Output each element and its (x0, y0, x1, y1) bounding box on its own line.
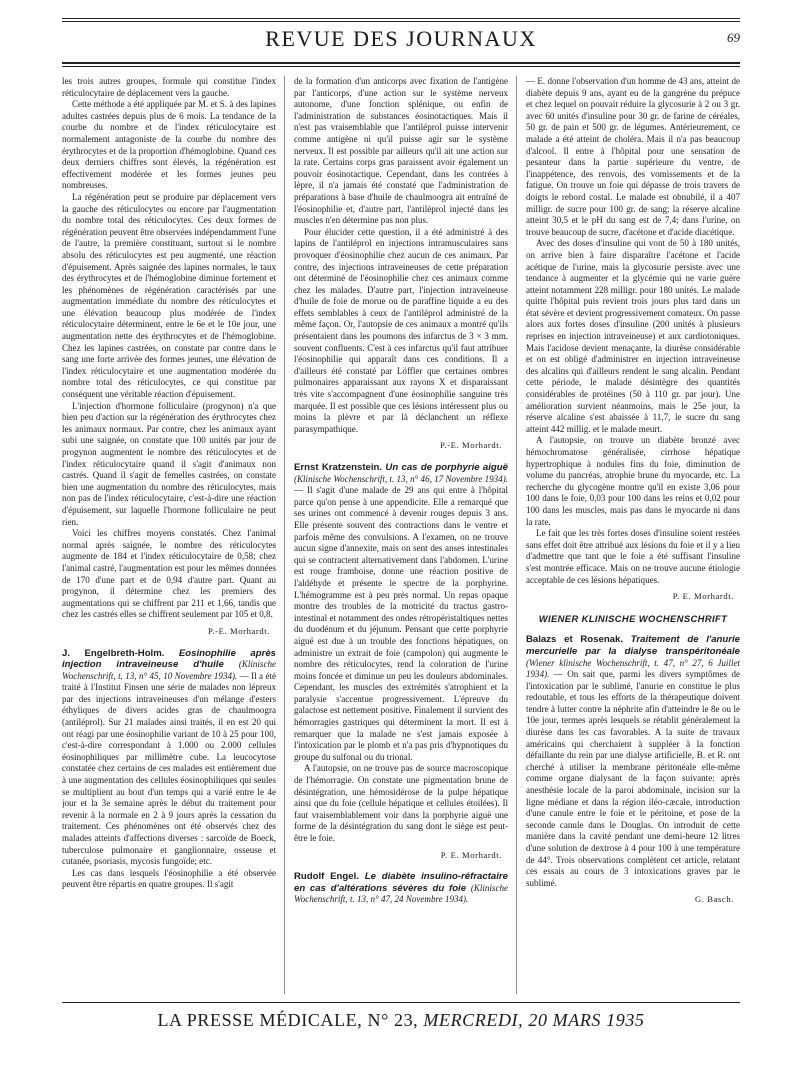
paragraph: A l'autopsie, on trouve un diabète bronzé avec hémochromatose généralisée, cirrhose hépatique hypertrophique à nodules fins du foie, diminution de volume du pancréas, atrophie brune du myocarde, etc. La recherche du glycogène montre qu'il en existe 3,06 pour 100 dans le foie, 0,03 pour 100 dans les reins et 0,02 pour 100 dans les muscles, mais pas dans le myocarde ni dans la rate. (526, 435, 740, 527)
article-title: Le diabète insulino-réfractaire en cas d'altérations sévères du foie (294, 871, 508, 894)
article-author: Ernst Kratzenstein. (294, 462, 386, 473)
signature: G. Basch. (694, 894, 734, 905)
paragraph: — Il a été traité à l'Institut Finsen une série de malades non lépreux par des injections intraveineuses d'un mélange d'esters éthyliques de divers acides gras de chaulmoogra (antiléprol). Sur 21 malades ainsi traités, il en est 20 qui ont réagi par une éosinophilie variant de 10 à 25 pour 100, c'est-à-dire correspondant à 1.000 ou 2.000 cellules éosinophiliques par millimètre cube. La leucocytose constatée chez certains de ces malades est entièrement due à une augmentation des cellules éosinophiliques qui seules se multiplient au bout d'un temps qui a varié entre le 4e jour et la 3e semaine après le début du traitement pour revenir à la normale en 2 à 9 jours après la cessation du traitement. Ces phénomènes ont été observés chez des malades atteints d'affections diverses : sarcoïde de Boeck, tuberculose pulmonaire et ganglionnaire, osseuse et cutanée, psoriasis, mycosis fungoïde; etc. (62, 670, 276, 867)
article-title: Un cas de porphyrie aiguë (385, 462, 508, 473)
article-heading (526, 634, 740, 889)
paragraph: de la formation d'un anticorps avec fixation de l'antigène par l'anticorps, d'une action sur le système nerveux autonome, d'une fonction splénique, ou enfin de l'administration de substances éosinotactiques. Mais il n'est pas vraisemblable que l'antiléprol puisse intervenir comme antigène ni qu'il puisse agir sur le système nerveux. Il est possible par ailleurs qu'il ait une action sur la rate. Certains corps gras paraissent avoir également un pouvoir éosinotactique. Cependant, dans les contrées à lèpre, il n'a jamais été constaté que l'administration de préparations à base d'huile de chaulmoogra ait entraîné de l'éosinophilie et, d'autre part, l'antiléprol injecté dans les muscles n'en détermine pas non plus. (294, 76, 508, 226)
article-author: Rudolf Engel. (294, 871, 365, 883)
paragraph: A l'autopsie, on ne trouve pas de source macroscopique de l'hémorragie. On constate une pigmentation brune de désintégration, une hémosidérose de la pulpe hépatique ainsi que du foie (cellule hépatique et cellules étoilées). Il faut vraisemblablement voir dans la porphyrie aiguë une forme de la désintégration du sang dont le siège est peut-être le foie. (294, 763, 508, 843)
footer-publication: LA PRESSE MÉDICALE, N° 23, (157, 1010, 424, 1030)
column-3 (526, 76, 740, 994)
article-heading (294, 462, 508, 763)
column-separator-1 (284, 76, 285, 994)
top-rule (62, 18, 740, 19)
article-reference: (Klinische Wochenschrift, t. 13, n° 46, 17 Novembre 1934). (294, 473, 508, 484)
article-title: Traitement de l'anurie mercurielle par la dialyse transpéritonéale (526, 634, 740, 657)
column-1 (62, 76, 276, 994)
article-reference: (Wiener klinische Wochenschrift, t. 47, n° 27, 6 Juillet 1934). (526, 657, 740, 680)
paragraph: Cette méthode a été appliquée par M. et S. à des lapines adultes castrées depuis plus de 6 mois. La tendance de la courbe du nombre et de l'index réticulocytaire est normalement antagoniste de la courbe du nombre des érythrocytes et de la proportion d'hémoglobine. Quand ces deux derniers chiffres sont élevés, la régénération est effectivement modérée et les formes jeunes peu nombreuses. (62, 99, 276, 191)
article-author: J. Engelbreth-Holm. (62, 647, 179, 659)
running-header (62, 22, 740, 60)
signature: P. E. Morhardt. (672, 591, 734, 602)
paragraph: Avec des doses d'insuline qui vont de 50 à 180 unités, on arrive bien à faire disparaître l'acétone et l'acide acétique de l'urine, mais la glycosurie persiste avec une tendance à augmenter et la glycémie qui ne varie guère atteint notamment 228 milligr. pour 180 unités. Le malade quitte l'hôpital puis revient trois jours plus tard dans un état sévère et devient progressivement comateux. On passe alors aux fortes doses d'insuline (200 unités à plusieurs reprises en injection intraveineuse) et aux cardiotoniques. Mais l'acidose devient menaçante, la diurèse considérable et on est obligé d'administrer en injection intraveineuse des alcalins qui d'ailleurs rendent le sang alcalin. Pendant cette période, le malade désintègre des quantités considérables de protéines (50 à 110 gr. par jour). Une amélioration survient néanmoins, mais le 25e jour, la réserve alcaline s'est abaissée à 11,7, le sucre du sang atteint 442 millig. et le malade meurt. (526, 238, 740, 434)
footer-date: MERCREDI, 20 MARS 1935 (423, 1010, 645, 1030)
paragraph: — Il s'agit d'une malade de 29 ans qui entre à l'hôpital parce qu'on pense à une appendicite. Elle a remarqué que ses urines ont commencé à devenir rouges depuis 3 ans. Elle présente souvent des contractions dans le ventre et parfois même des convulsions. A l'examen, on ne trouve aucun signe d'annexite, mais on sent des anses intestinales qui se contractent alternativement dans l'abdomen. L'urine est rouge framboise, donne une réaction positive de l'aldéhyde et présente le spectre de la porphyrine. L'hémogramme est à peu près normal. Un repas opaque montre des troubles de la motricité du tractus gastro-intestinal et notamment des ondes rétropéristaltiques nettes du duodénum et du jéjunum. Pensant que cette porphyrie aiguë est due à un trouble des fonctions hépatiques, on administre un extrait de foie (campolon) qui augmente le nombre des réticulocytes, rend la coloration de l'urine moins foncée et diminue un peu les douleurs abdominales. Cependant, les muscles des extrémités s'atrophient et la paralysie s'accentue progressivement. L'épreuve du galactose est nettement positive. Finalement il survient des hémorragies gastriques qui déterminent la mort. Il est à remarquer que la malade ne s'est jamais exposée à l'intoxication par le plomb et n'a pas pris d'hypnotiques du groupe du sulfonal ou du trional. (294, 485, 508, 762)
paragraph: Voici les chiffres moyens constatés. Chez l'animal normal après saignée, le nombre des réticulocytes augmente de 184 et l'index réticulocytaire de 0,58; chez l'animal castré, l'augmentation est pour les mêmes données de 170 d'une part et de 0,94 d'autre part. Quant au progynon, il détermine chez les premiers des augmentations qui se chiffrent par 211 et 1,66, tandis que chez les castrés elles se chiffrent seulement par 105 et 0,8. (62, 528, 276, 620)
header-title: REVUE DES JOURNAUX (265, 26, 537, 51)
header-rule-thin (62, 66, 740, 67)
article-reference: (Klinische Wochenschrift, t. 13, n° 47, 24 Novembre 1934). (294, 882, 508, 905)
header-rule (62, 62, 740, 64)
article-heading (62, 648, 276, 868)
paragraph: La régénération peut se produire par déplacement vers la gauche des réticulocytes ou encore par l'augmentation du nombre total des réticulocytes. Ces deux formes de régénération peuvent être observées indépendamment l'une de l'autre, la première constituant, surtout si le nombre absolu des réticulocytes est peu augmenté, une réaction d'épuisement. Après saignée des lapines normales, le taux des érythrocytes et de l'hémoglobine diminue fortement et les phénomènes de régénération caractérisés par une augmentation immédiate du nombre des réticulocytes et une élévation beaucoup plus modérée de l'index réticulocytaire déterminent, entre le 6e et le 10e jour, une augmentation nette des érythrocytes et de l'hémoglobine. Chez les lapines castrées, on constate par contre dans le sang une forte arrivée des formes jeunes, une élévation de l'index réticulocytaire et une augmentation modérée du nombre total des réticulocytes, ce qui constitue par conséquent une véritable réaction d'épuisement. (62, 191, 276, 400)
paragraph: Le fait que les très fortes doses d'insuline soient restées sans effet doit être attribué aux lésions du foie et il y a lieu d'admettre que tant que le foie a été suffisant l'insuline s'est montrée efficace. Mais on ne trouve aucune étiologie acceptable de ces lésions hépatiques. (526, 528, 740, 585)
journal-section-heading: WIENER KLINISCHE WOCHENSCHRIFT (538, 612, 728, 624)
paragraph: — On sait que, parmi les divers symptômes de l'intoxication par le sublimé, l'anurie en constitue le plus redoutable, et tous les efforts de la thérapeutique doivent tendre à lutter contre la néphrite afin d'atteindre le 8e ou le 10e jour, termes après lesquels se rétablit généralement la diurèse dans les cas favorables. A la suite de travaux américains qui cherchaient à suppléer à la fonction défaillante du rein par une dialyse artificielle, B. et R. ont cherché à utiliser la membrane péritonéale elle-même comme organe dialysant de la façon suivante: après anesthésie locale de la paroi abdominale, incision sur la ligne médiane et dans la région iléo-cæcale, introduction d'une canule entre le foie et le péritoine, et pose de la seconde canule dans le Douglas. On introduit de cette manière dans la cavité pendant une demi-heure 12 litres d'une solution de dextrose à 4 pour 100 à une température de 44°. Trois observations complètent cet article, relatant ces essais au cours de 3 intoxications graves par le sublimé. (526, 669, 740, 888)
column-2 (294, 76, 508, 994)
article-author: Balazs et Rosenak. (526, 634, 631, 646)
signature: P.-E. Morhardt. (440, 440, 502, 451)
article-title: Eosinophilie après injection intraveineuse d'huile (62, 647, 276, 671)
paragraph: — E. donne l'observation d'un homme de 43 ans, atteint de diabète depuis 9 ans, ayant eu de la gangrène du prépuce et chez lequel on pouvait réduire la glycosurie à 2 ou 3 gr. avec 60 unités d'insuline pour 30 gr. de farine de céréales, 50 gr. de pain et 500 gr. de légumes. Antérieurement, ce malade a été atteint de choléra. Mais il n'a pas beaucoup d'alcool. Il entre à l'hôpital pour une sensation de pesanteur dans la partie supérieure du ventre, de l'inappétence, des renvois, des vomissements et de la fatigue. On trouve un foie qui dépasse de trois travers de doigts le rebord costal. Le malade est obnubilé, il a 407 milligr. de sucre pour 100 gr. de sang; la réserve alcaline atteint 30,5 et le pH du sang est de 7,4; dans l'urine, on trouve beaucoup de sucre, d'acétone et d'acide diacétique. (526, 76, 740, 237)
signature: P. E. Morhardt. (440, 849, 502, 860)
paragraph: les trois autres groupes, formule qui constitue l'index réticulocytaire de déplacement vers la gauche. (62, 76, 276, 98)
footer-rule (62, 1002, 740, 1003)
paragraph: L'injection d'hormone folliculaire (progynon) n'a que bien peu d'action sur la régénération des érythrocytes chez les animaux normaux. Par contre, chez les animaux ayant subi une saignée, on constate que 100 unités par jour de progynon augmentent le nombre des réticulocytes et de l'index réticulocytaire quand il s'agit d'animaux non castrés. Quand il s'agit de femelles castrées, on constate bien une augmentation du nombre des réticulocytes, mais non pas de l'index réticulocytaire, c'est-à-dire une réaction d'épuisement, sur laquelle l'hormone folliculaire ne peut rien. (62, 400, 276, 527)
page-footer (62, 1010, 740, 1031)
page-number: 69 (727, 30, 740, 45)
paragraph: Les cas dans lesquels l'éosinophilie a été observée peuvent être répartis en quatre groupes. Il s'agit (62, 867, 276, 890)
column-separator-2 (516, 76, 517, 994)
article-reference: (Klinische Wochenschrift, t. 13, n° 45, 10 Novembre 1934). (62, 659, 276, 681)
paragraph: Pour élucider cette question, il a été administré à des lapins de l'antiléprol en injections intramusculaires sans provoquer d'éosinophilie chez aucun de ces animaux. Par contre, des injections intraveineuses de cette préparation ont déterminé de l'éosinophilie chez ces animaux comme chez les malades. D'autre part, l'injection intraveineuse d'huile de foie de morue ou de paraffine liquide a eu des effets semblables à ceux de l'antiléprol administré de la même façon. Or, l'autopsie de ces animaux a montré qu'ils présentaient dans les poumons des infarctus de 3 × 3 mm. souvent confluents. C'est à ces infarctus qu'il faut attribuer l'éosinophilie qui apparaît dans ces conditions. Il a d'ailleurs été constaté par Löffler que certaines ombres pulmonaires apparaissant aux rayons X et disparaissant très vite s'accompagnent d'une éosinophilie sanguine très marquée. Il est possible que ces lésions intéressent plus ou moins la plèvre et par là déclanchent un réflexe parasympathique. (294, 226, 508, 434)
article-heading (294, 871, 508, 906)
signature: P.-E. Morhardt. (208, 625, 270, 636)
